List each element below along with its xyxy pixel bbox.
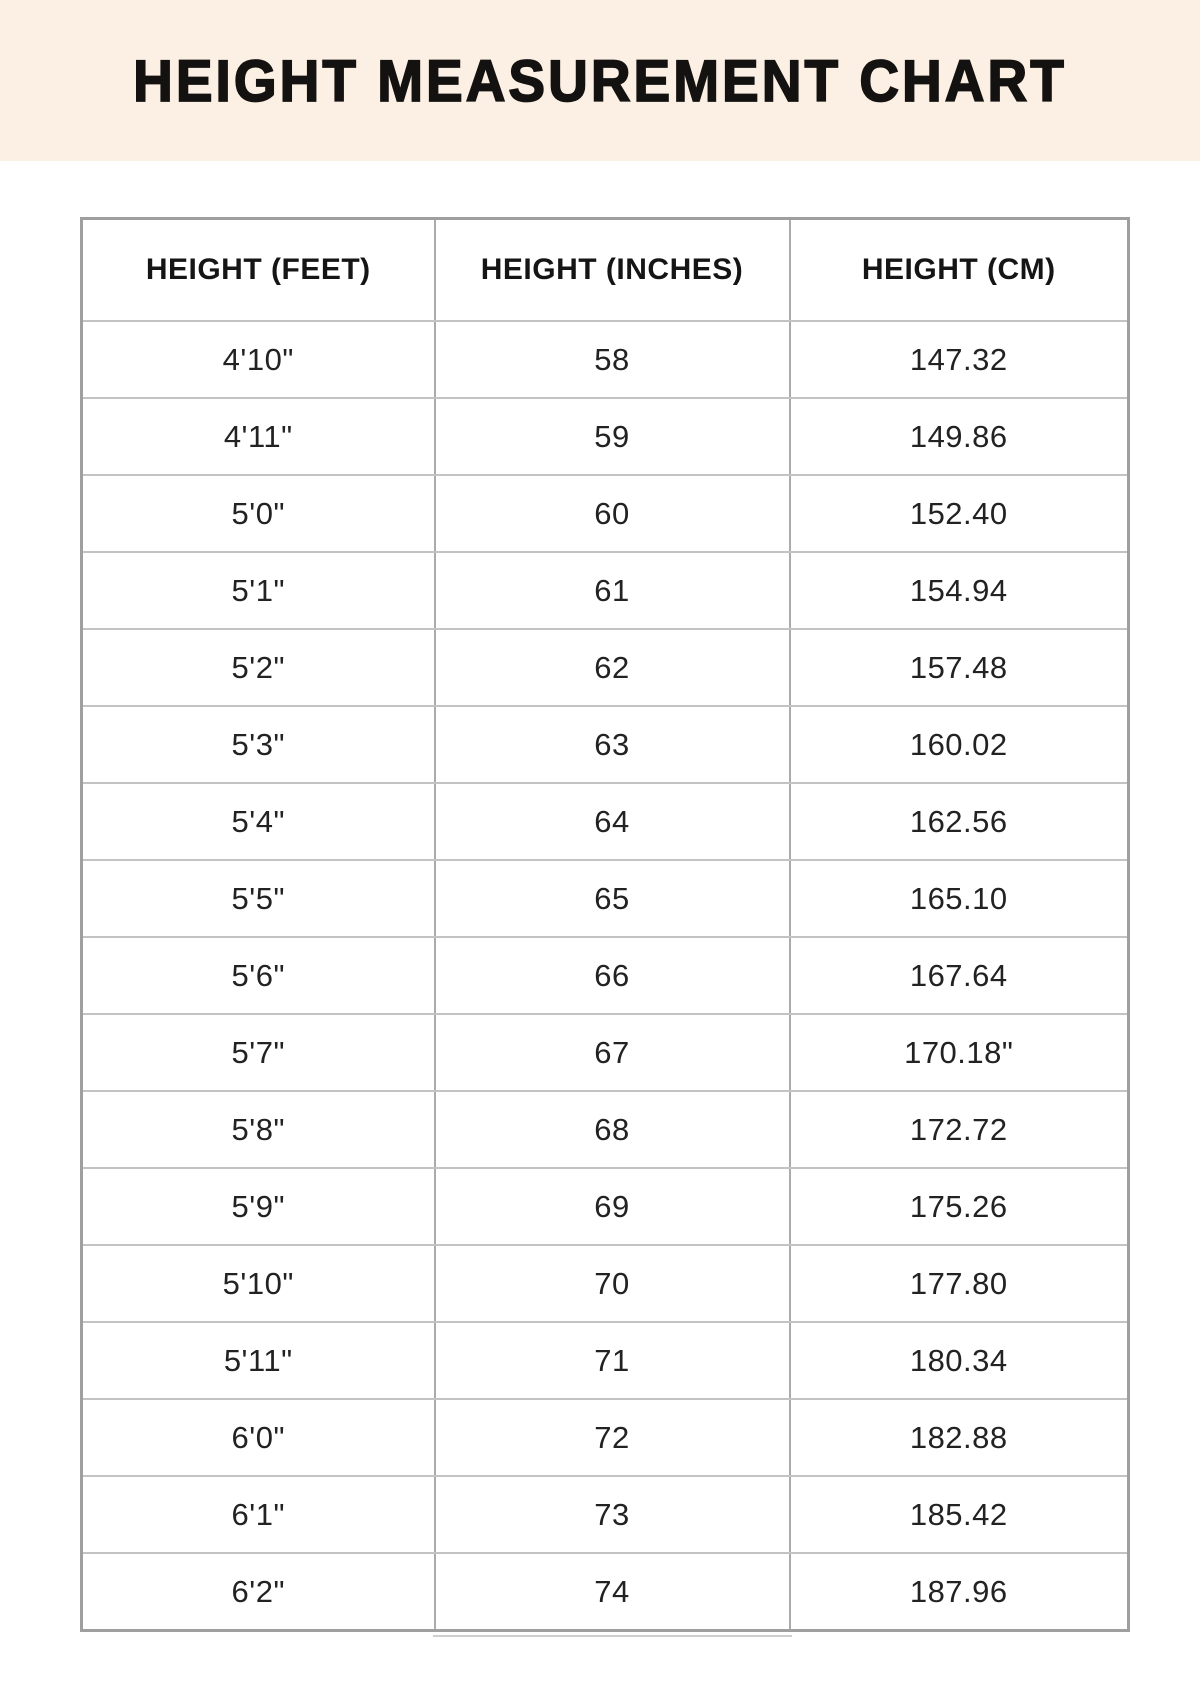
height-table-container xyxy=(80,217,1127,1632)
header-band xyxy=(0,0,1200,161)
cell-height-inches: 73 xyxy=(435,1476,790,1553)
cell-height-feet: 5'8" xyxy=(82,1091,435,1168)
height-table xyxy=(80,217,1130,1632)
table-row xyxy=(82,629,1129,706)
cell-height-cm: 149.86 xyxy=(790,398,1129,475)
cell-height-inches: 64 xyxy=(435,783,790,860)
table-row xyxy=(82,1245,1129,1322)
cell-height-feet: 5'1" xyxy=(82,552,435,629)
cell-height-cm: 165.10 xyxy=(790,860,1129,937)
table-row xyxy=(82,706,1129,783)
cell-height-cm: 162.56 xyxy=(790,783,1129,860)
table-row xyxy=(82,552,1129,629)
cell-height-feet: 5'5" xyxy=(82,860,435,937)
cell-height-feet: 5'4" xyxy=(82,783,435,860)
cell-height-feet: 5'11" xyxy=(82,1322,435,1399)
table-row xyxy=(82,1168,1129,1245)
cell-height-inches: 63 xyxy=(435,706,790,783)
cell-height-cm: 180.34 xyxy=(790,1322,1129,1399)
cell-height-cm: 154.94 xyxy=(790,552,1129,629)
cell-height-feet: 5'6" xyxy=(82,937,435,1014)
table-row xyxy=(82,937,1129,1014)
cell-height-cm: 147.32 xyxy=(790,321,1129,398)
table-row xyxy=(82,1091,1129,1168)
cell-height-inches: 60 xyxy=(435,475,790,552)
cell-height-cm: 182.88 xyxy=(790,1399,1129,1476)
cell-height-inches: 74 xyxy=(435,1553,790,1631)
table-bottom-border-artifact xyxy=(433,1635,792,1637)
cell-height-inches: 68 xyxy=(435,1091,790,1168)
table-row xyxy=(82,1399,1129,1476)
cell-height-inches: 67 xyxy=(435,1014,790,1091)
cell-height-cm: 185.42 xyxy=(790,1476,1129,1553)
cell-height-feet: 5'9" xyxy=(82,1168,435,1245)
table-row xyxy=(82,860,1129,937)
cell-height-feet: 4'10" xyxy=(82,321,435,398)
cell-height-inches: 70 xyxy=(435,1245,790,1322)
cell-height-cm: 187.96 xyxy=(790,1553,1129,1631)
cell-height-feet: 6'1" xyxy=(82,1476,435,1553)
column-header-height-cm: HEIGHT (CM) xyxy=(790,219,1129,322)
cell-height-feet: 4'11" xyxy=(82,398,435,475)
table-row xyxy=(82,475,1129,552)
cell-height-cm: 170.18" xyxy=(790,1014,1129,1091)
cell-height-feet: 5'7" xyxy=(82,1014,435,1091)
cell-height-inches: 61 xyxy=(435,552,790,629)
cell-height-cm: 172.72 xyxy=(790,1091,1129,1168)
table-row xyxy=(82,321,1129,398)
cell-height-inches: 71 xyxy=(435,1322,790,1399)
cell-height-inches: 59 xyxy=(435,398,790,475)
cell-height-feet: 5'2" xyxy=(82,629,435,706)
table-row xyxy=(82,1553,1129,1631)
cell-height-cm: 152.40 xyxy=(790,475,1129,552)
table-header xyxy=(82,219,1129,322)
cell-height-cm: 167.64 xyxy=(790,937,1129,1014)
cell-height-cm: 160.02 xyxy=(790,706,1129,783)
cell-height-cm: 175.26 xyxy=(790,1168,1129,1245)
cell-height-cm: 177.80 xyxy=(790,1245,1129,1322)
column-header-height-inches: HEIGHT (INCHES) xyxy=(435,219,790,322)
table-row xyxy=(82,783,1129,860)
cell-height-feet: 6'0" xyxy=(82,1399,435,1476)
cell-height-inches: 62 xyxy=(435,629,790,706)
cell-height-feet: 5'3" xyxy=(82,706,435,783)
column-header-height-feet: HEIGHT (FEET) xyxy=(82,219,435,322)
cell-height-inches: 65 xyxy=(435,860,790,937)
cell-height-inches: 66 xyxy=(435,937,790,1014)
table-row xyxy=(82,1014,1129,1091)
table-row xyxy=(82,1322,1129,1399)
cell-height-feet: 5'0" xyxy=(82,475,435,552)
cell-height-inches: 72 xyxy=(435,1399,790,1476)
cell-height-cm: 157.48 xyxy=(790,629,1129,706)
table-row xyxy=(82,1476,1129,1553)
cell-height-inches: 69 xyxy=(435,1168,790,1245)
page-title: HEIGHT MEASUREMENT CHART xyxy=(133,47,1067,114)
table-row xyxy=(82,398,1129,475)
table-body xyxy=(82,321,1129,1631)
cell-height-feet: 6'2" xyxy=(82,1553,435,1631)
cell-height-inches: 58 xyxy=(435,321,790,398)
table-header-row xyxy=(82,219,1129,322)
cell-height-feet: 5'10" xyxy=(82,1245,435,1322)
